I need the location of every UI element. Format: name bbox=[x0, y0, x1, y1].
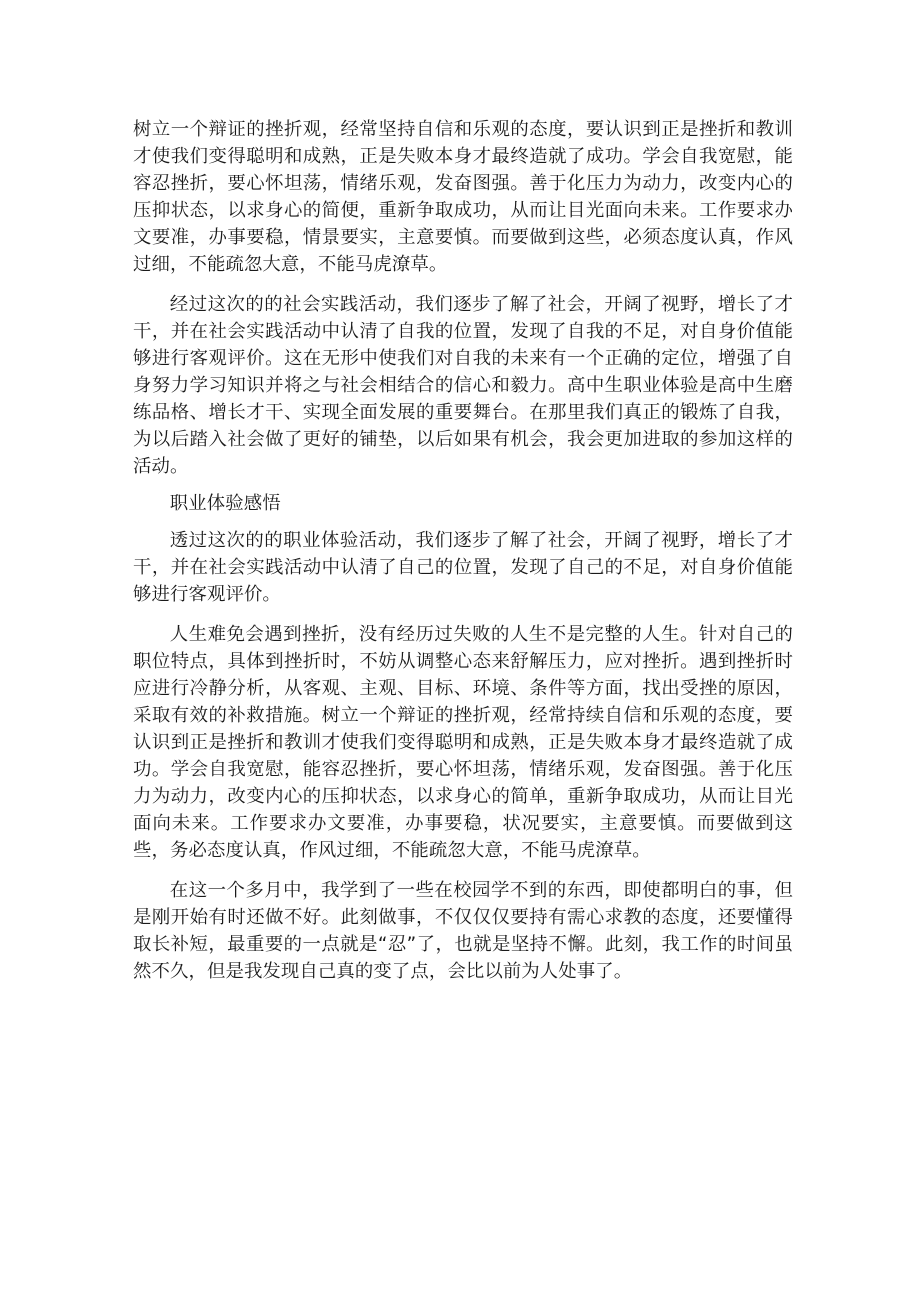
paragraph: 经过这次的的社会实践活动，我们逐步了解了社会，开阔了视野，增长了才干，并在社会实践活动中认清了自我的位置，发现了自我的不足，对自身价值能够进行客观评价。这在无形中使我们对自我的未来有一个正确的定位，增强了自身努力学习知识并将之与社会相结合的信心和毅力。高中生职业体验是高中生磨练品格、增长才干、实现全面发展的重要舞台。在那里我们真正的锻炼了自我，为以后踏入社会做了更好的铺垫，以后如果有机会，我会更加进取的参加这样的活动。 bbox=[133, 294, 793, 477]
paragraph: 透过这次的的职业体验活动，我们逐步了解了社会，开阔了视野，增长了才干，并在社会实践活动中认清了自己的位置，发现了自己的不足，对自身价值能够进行客观评价。 bbox=[133, 530, 793, 605]
document-body bbox=[133, 116, 793, 985]
paragraph-continued: 树立一个辩证的挫折观，经常坚持自信和乐观的态度，要认识到正是挫折和教训才使我们变得聪明和成熟，正是失败本身才最终造就了成功。学会自我宽慰，能容忍挫折，要心怀坦荡，情绪乐观，发奋图强。善于化压力为动力，改变内心的压抑状态，以求身心的简便，重新争取成功，从而让目光面向未来。工作要求办文要准，办事要稳，情景要实，主意要慎。而要做到这些，必须态度认真，作风过细，不能疏忽大意，不能马虎潦草。 bbox=[133, 119, 793, 275]
paragraph: 人生难免会遇到挫折，没有经历过失败的人生不是完整的人生。针对自己的职位特点，具体到挫折时，不妨从调整心态来舒解压力，应对挫折。遇到挫折时应进行冷静分析，从客观、主观、目标、环境、条件等方面，找出受挫的原因，采取有效的补救措施。树立一个辩证的挫折观，经常持续自信和乐观的态度，要认识到正是挫折和教训才使我们变得聪明和成熟，正是失败本身才最终造就了成功。学会自我宽慰，能容忍挫折，要心怀坦荡，情绪乐观，发奋图强。善于化压力为动力，改变内心的压抑状态，以求身心的简单，重新争取成功，从而让目光面向未来。工作要求办文要准，办事要稳，状况要实，主意要慎。而要做到这些，务必态度认真，作风过细，不能疏忽大意，不能马虎潦草。 bbox=[133, 624, 793, 861]
section-heading: 职业体验感悟 bbox=[169, 493, 281, 514]
paragraph: 在这一个多月中，我学到了一些在校园学不到的东西，即使都明白的事，但是刚开始有时还做不好。此刻做事，不仅仅仅要持有需心求教的态度，还要懂得取长补短，最重要的一点就是“忍”了，也就是坚持不懈。此刻，我工作的时间虽然不久，但是我发现自己真的变了点，会比以前为人处事了。 bbox=[133, 880, 793, 982]
